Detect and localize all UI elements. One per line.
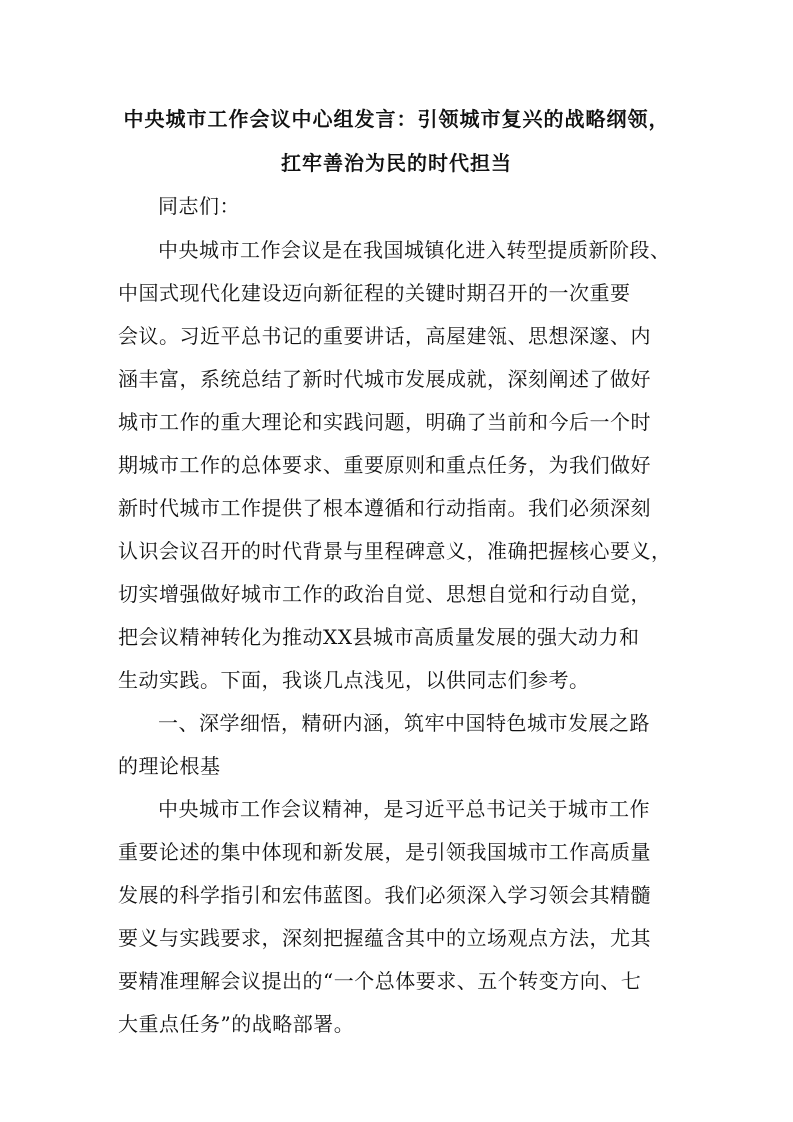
- paragraph-1-line: 把会议精神转化为推动XX县城市高质量发展的强大动力和: [118, 625, 640, 649]
- salutation: 同志们：: [158, 194, 240, 218]
- paragraph-2-line: 要义与实践要求，深刻把握蕴含其中的立场观点方法，尤其: [118, 926, 651, 950]
- paragraph-1-line: 认识会议召开的时代背景与里程碑意义，准确把握核心要义，: [118, 539, 672, 563]
- paragraph-1-line: 期城市工作的总体要求、重要原则和重点任务，为我们做好: [118, 453, 651, 477]
- section-heading-1-line: 的理论根基: [118, 754, 221, 778]
- paragraph-1-line: 中国式现代化建设迈向新征程的关键时期召开的一次重要: [118, 281, 631, 305]
- paragraph-1-line: 生动实践。下面，我谈几点浅见，以供同志们参考。: [118, 668, 590, 692]
- paragraph-2-line: 发展的科学指引和宏伟蓝图。我们必须深入学习领会其精髓: [118, 883, 651, 907]
- document-title-line-1: 中央城市工作会议中心组发言：引领城市复兴的战略纲领，: [123, 107, 670, 131]
- paragraph-2-line: 大重点任务”的战略部署。: [118, 1012, 355, 1036]
- paragraph-2-line: 中央城市工作会议精神，是习近平总书记关于城市工作: [158, 797, 650, 821]
- paragraph-2-line: 重要论述的集中体现和新发展，是引领我国城市工作高质量: [118, 840, 651, 864]
- paragraph-1-line: 新时代城市工作提供了根本遵循和行动指南。我们必须深刻: [118, 496, 651, 520]
- paragraph-1-line: 涵丰富，系统总结了新时代城市发展成就，深刻阐述了做好: [118, 367, 651, 391]
- paragraph-1-line: 城市工作的重大理论和实践问题，明确了当前和今后一个时: [118, 410, 651, 434]
- paragraph-1-line: 切实增强做好城市工作的政治自觉、思想自觉和行动自觉，: [118, 582, 651, 606]
- paragraph-1-line: 会议。习近平总书记的重要讲话，高屋建瓴、思想深邃、内: [118, 324, 651, 348]
- section-heading-1-line: 一、深学细悟，精研内涵，筑牢中国特色城市发展之路: [158, 711, 650, 735]
- document-title-line-2: 扛牢善治为民的时代担当: [281, 151, 512, 175]
- paragraph-1-line: 中央城市工作会议是在我国城镇化进入转型提质新阶段、: [158, 238, 671, 262]
- paragraph-2-line: 要精准理解会议提出的“一个总体要求、五个转变方向、七: [118, 969, 642, 993]
